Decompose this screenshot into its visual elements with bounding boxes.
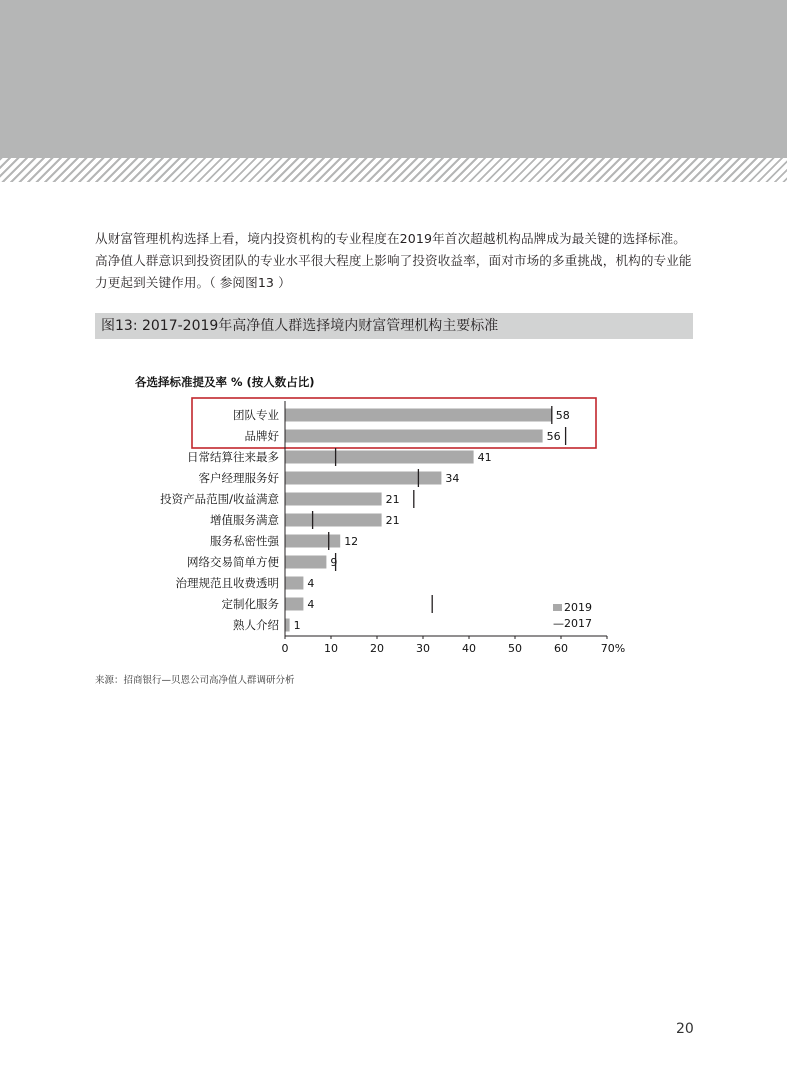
page-number: 20	[676, 1021, 694, 1037]
legend-label-2017: —2017	[553, 617, 592, 630]
bar-2019	[285, 430, 543, 443]
category-label: 客户经理服务好	[198, 471, 279, 485]
chart-title: 各选择标准提及率 % (按人数占比)	[135, 375, 315, 389]
bar-value-label: 1	[293, 619, 301, 632]
category-label: 投资产品范围/收益满意	[160, 492, 279, 506]
category-label: 团队专业	[233, 408, 279, 422]
category-label: 品牌好	[244, 429, 279, 443]
bar-chart	[95, 370, 695, 670]
bar-value-label: 56	[546, 430, 561, 443]
bar-value-label: 41	[477, 451, 492, 464]
category-label: 治理规范且收费透明	[175, 576, 279, 590]
legend-swatch-2019	[553, 604, 562, 611]
category-label: 服务私密性强	[210, 534, 279, 548]
x-tick-label: 10	[324, 642, 338, 655]
header-band	[0, 0, 787, 158]
bar-2019	[285, 598, 303, 611]
bar-value-label: 21	[385, 493, 400, 506]
bar-2019	[285, 577, 303, 590]
body-paragraph: 从财富管理机构选择上看，境内投资机构的专业程度在2019年首次超越机构品牌成为最关键的选择标准。高净值人群意识到投资团队的专业水平很大程度上影响了投资收益率，面对市场的多重挑战，机构的专业能力更起到关键作用。（ 参阅图13 ）	[95, 231, 692, 290]
bar-2019	[285, 535, 340, 548]
bar-2019	[285, 409, 552, 422]
category-label: 网络交易简单方便	[187, 555, 279, 569]
x-tick-label: 40	[462, 642, 476, 655]
x-tick-label: 70%	[600, 642, 626, 655]
bar-value-label: 9	[330, 556, 338, 569]
bar-2019	[285, 556, 326, 569]
source-note: 来源：招商银行—贝恩公司高净值人群调研分析	[95, 675, 295, 686]
x-tick-label: 30	[416, 642, 430, 655]
x-tick-label: 20	[370, 642, 384, 655]
bar-2019	[285, 493, 382, 506]
bar-2019	[285, 514, 382, 527]
category-label: 日常结算往来最多	[187, 450, 279, 464]
x-tick-label: 50	[508, 642, 522, 655]
chart-svg	[95, 370, 695, 670]
bar-2019	[285, 451, 474, 464]
x-tick-label: 0	[281, 642, 289, 655]
bar-value-label: 58	[555, 409, 570, 422]
bar-value-label: 21	[385, 514, 400, 527]
x-tick-label: 60	[554, 642, 568, 655]
header-hatch-pattern	[0, 158, 787, 182]
bar-2019	[285, 619, 290, 632]
legend-label-2019: 2019	[564, 601, 592, 614]
category-label: 熟人介绍	[233, 618, 279, 632]
category-label: 定制化服务	[221, 597, 279, 611]
bar-value-label: 12	[344, 535, 359, 548]
bar-value-label: 34	[445, 472, 460, 485]
figure-title: 图13: 2017-2019年高净值人群选择境内财富管理机构主要标准	[101, 318, 499, 334]
figure-title-band	[95, 313, 693, 339]
category-label: 增值服务满意	[210, 513, 279, 527]
bar-value-label: 4	[307, 577, 315, 590]
bar-value-label: 4	[307, 598, 315, 611]
